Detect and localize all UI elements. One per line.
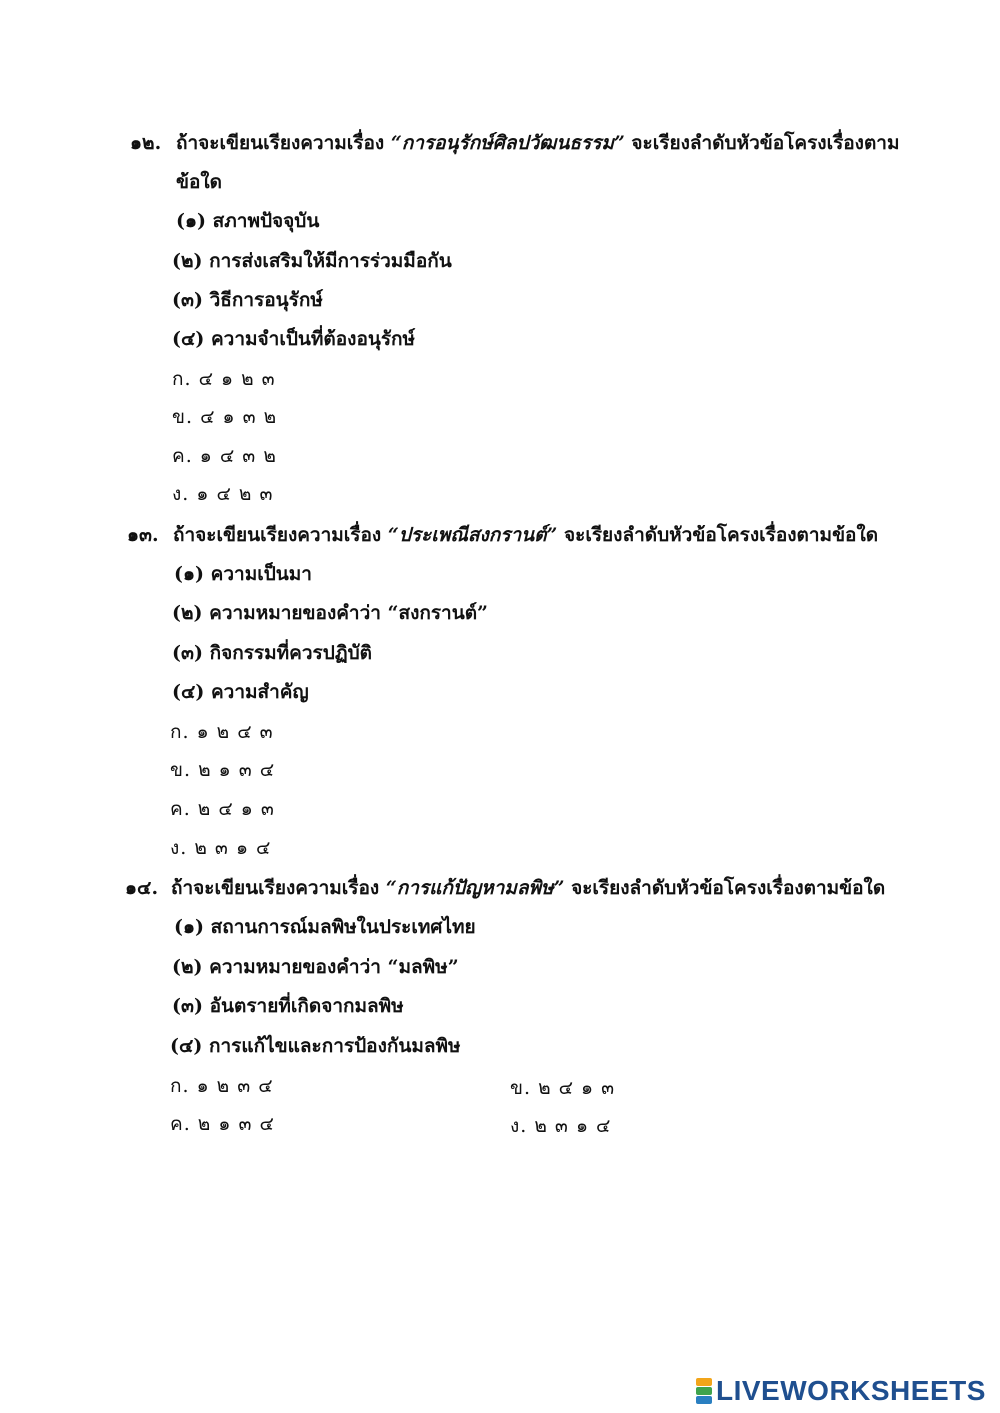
outline-item: (๑) สภาพปัจจุบัน [176,210,320,232]
question-number: ๑๔. [125,877,159,899]
mark-bar-middle [696,1387,712,1395]
outline-item: (๓) กิจกรรมที่ควรปฏิบัติ [172,642,372,664]
question-number: ๑๒. [130,132,162,154]
answer-choice: ค. ๒ ๔ ๑ ๓ [170,798,275,820]
outline-item: (๑) ความเป็นมา [174,563,312,585]
question-12-stem-cont: ข้อใด [176,171,223,193]
outline-item: (๒) ความหมายของคำว่า “มลพิษ” [172,956,459,978]
liveworksheets-mark-icon [696,1378,712,1404]
question-13-stem [127,523,878,547]
question-suffix: จะเรียงลำดับหัวข้อโครงเรื่องตาม [631,132,900,154]
answer-choice: ข. ๒ ๑ ๓ ๔ [170,759,276,781]
outline-item: (๒) ความหมายของคำว่า “สงกรานต์” [172,602,488,624]
question-prefix: ถ้าจะเขียนเรียงความเรื่อง [176,132,385,154]
answer-choice: ค. ๒ ๑ ๓ ๔ [170,1113,275,1135]
outline-item: (๔) การแก้ไขและการป้องกันมลพิษ [170,1035,461,1057]
mark-bar-bottom [696,1396,712,1404]
answer-choice: ง. ๑ ๔ ๒ ๓ [172,483,274,505]
liveworksheets-logo [696,1376,986,1406]
question-topic: “ประเพณีสงกรานต์” [387,524,558,546]
answer-choice: ค. ๑ ๔ ๓ ๒ [172,445,277,467]
question-topic: “การอนุรักษ์ศิลปวัฒนธรรม” [390,132,625,154]
outline-item: (๔) ความสำคัญ [172,681,309,703]
answer-choice: ก. ๑ ๒ ๔ ๓ [170,721,274,743]
outline-item: (๒) การส่งเสริมให้มีการร่วมมือกัน [172,250,452,272]
liveworksheets-wordmark: LIVEWORKSHEETS [716,1375,986,1406]
answer-choice: ข. ๔ ๑ ๓ ๒ [172,406,278,428]
answer-choice: ก. ๑ ๒ ๓ ๔ [170,1075,274,1097]
outline-item: (๑) สถานการณ์มลพิษในประเทศไทย [174,916,476,938]
question-prefix: ถ้าจะเขียนเรียงความเรื่อง [173,524,382,546]
answer-choice: ง. ๒ ๓ ๑ ๔ [170,837,272,859]
outline-item: (๓) วิธีการอนุรักษ์ [172,289,323,311]
question-12-stem [130,131,900,155]
answer-choice: ง. ๒ ๓ ๑ ๔ [510,1115,612,1137]
outline-item: (๓) อันตรายที่เกิดจากมลพิษ [172,995,404,1017]
question-suffix: จะเรียงลำดับหัวข้อโครงเรื่องตามข้อใด [571,877,886,899]
question-number: ๑๓. [127,524,159,546]
answer-choice: ข. ๒ ๔ ๑ ๓ [510,1077,616,1099]
mark-bar-top [696,1378,712,1386]
answer-choice: ก. ๔ ๑ ๒ ๓ [172,368,276,390]
question-prefix: ถ้าจะเขียนเรียงความเรื่อง [171,877,380,899]
outline-item: (๔) ความจำเป็นที่ต้องอนุรักษ์ [172,328,416,350]
question-suffix: จะเรียงลำดับหัวข้อโครงเรื่องตามข้อใด [564,524,879,546]
question-14-stem [125,876,885,900]
question-topic: “การแก้ปัญหามลพิษ” [385,877,565,899]
